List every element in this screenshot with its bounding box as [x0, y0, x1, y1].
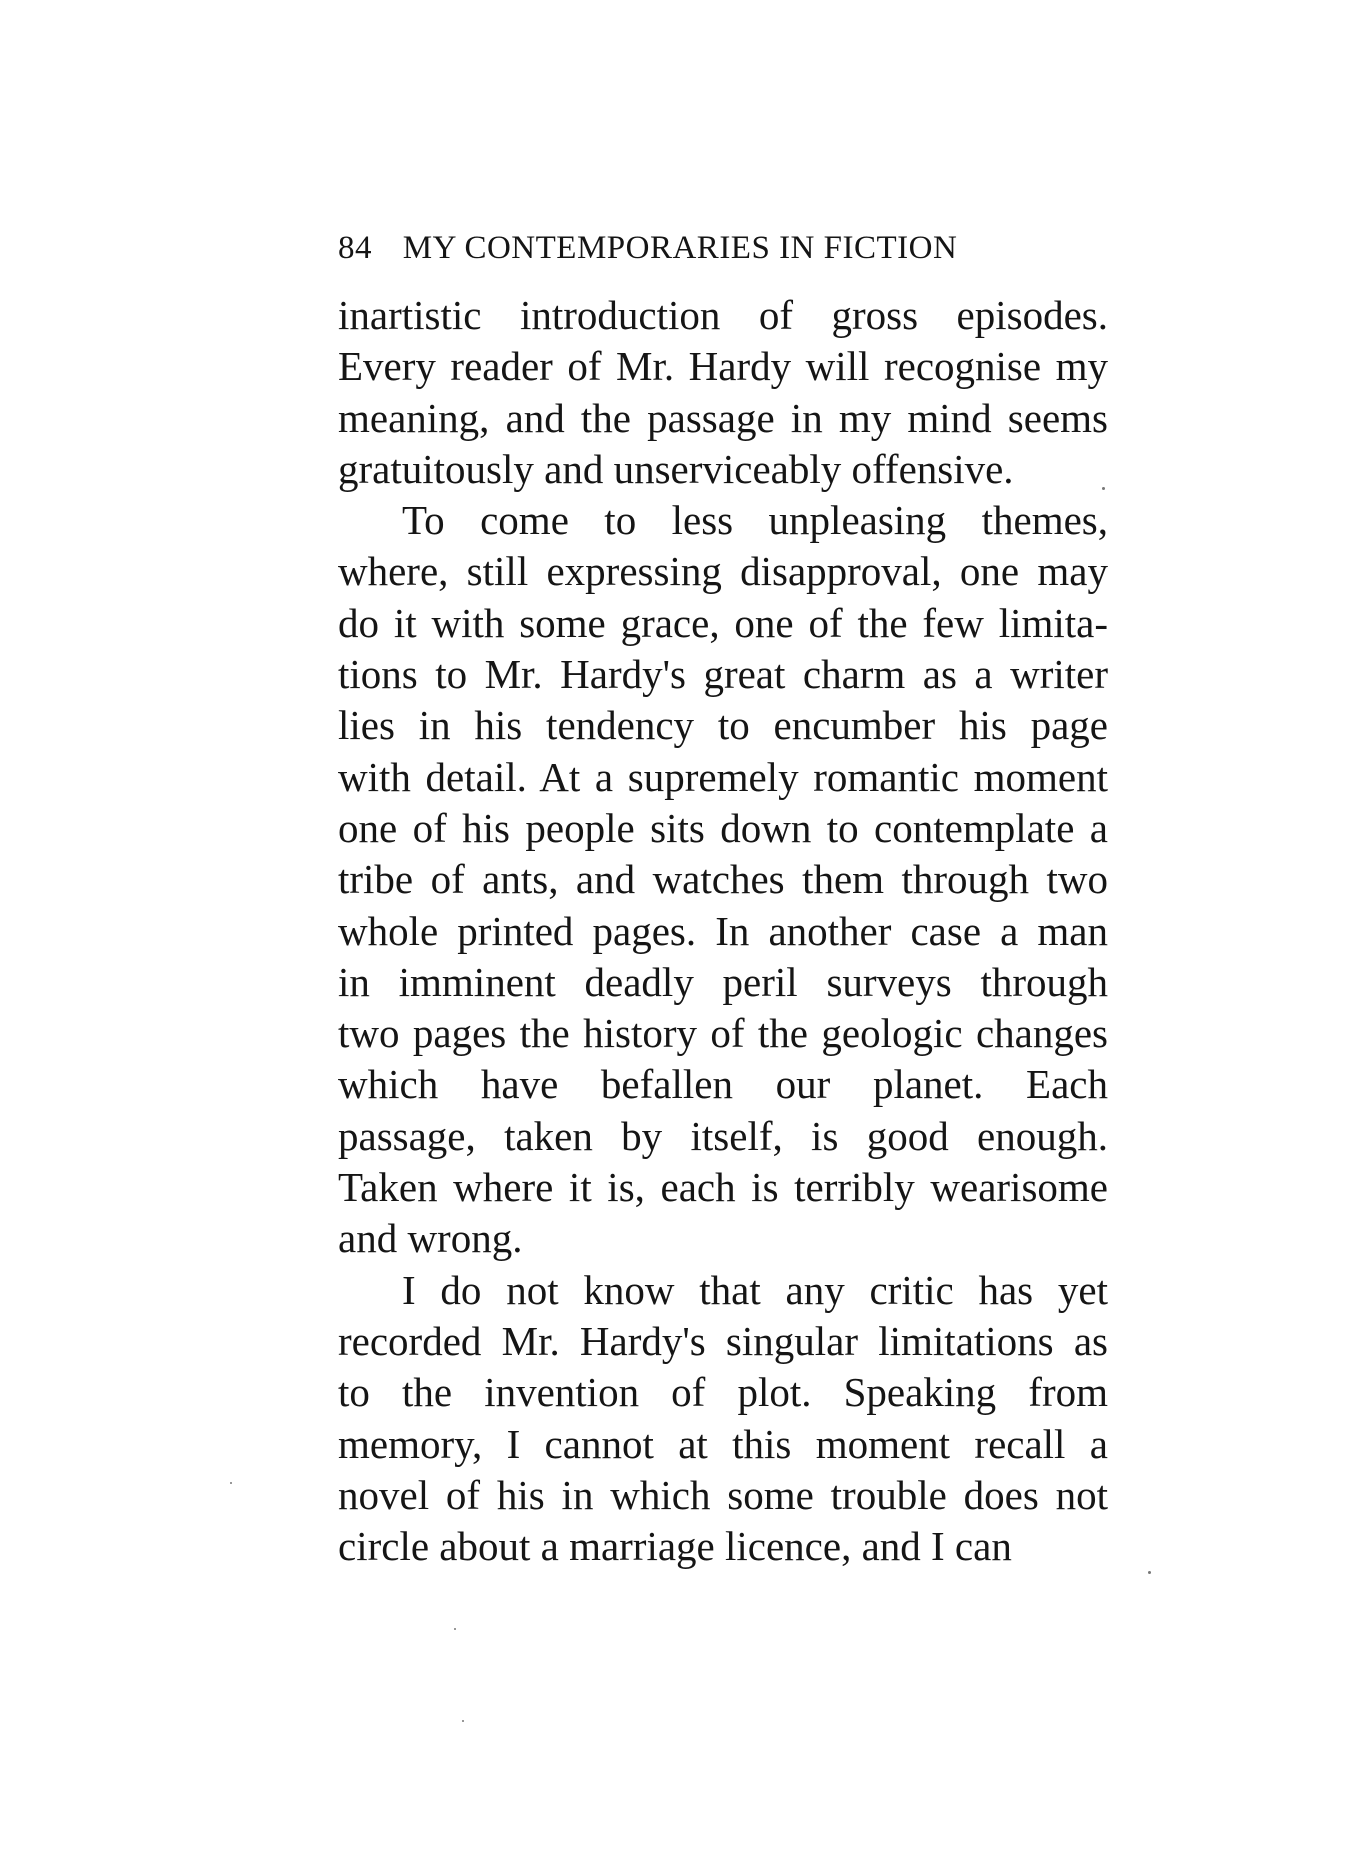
text-line: with detail. At a supremely romantic moment [338, 753, 1108, 800]
text-line: Every reader of Mr. Hardy will recognise my [338, 343, 1108, 390]
text-line: tribe of ants, and watches them through two [338, 856, 1108, 903]
text-line: tions to Mr. Hardy's great charm as a writer [338, 651, 1108, 698]
body-text [338, 290, 1108, 1572]
text-line: and wrong. [338, 1215, 523, 1262]
scan-speck [1102, 487, 1105, 490]
paragraph-start-line: To come to less unpleasing themes, [402, 497, 1108, 544]
scan-speck [230, 1482, 232, 1484]
paragraph-start-line: I do not know that any critic has yet [402, 1266, 1108, 1313]
text-line: circle about a marriage licence, and I can [338, 1523, 1012, 1570]
page-number: 84 [338, 230, 372, 266]
scan-speck [454, 1628, 456, 1630]
text-line: meaning, and the passage in my mind seems [338, 394, 1108, 441]
text-line: two pages the history of the geologic changes [338, 1010, 1108, 1057]
text-line: Taken where it is, each is terribly wearisome [338, 1164, 1108, 1211]
text-line: in imminent deadly peril surveys through [338, 958, 1108, 1005]
text-line: do it with some grace, one of the few limita- [338, 599, 1108, 646]
text-line: inartistic introduction of gross episodes. [338, 292, 1108, 338]
text-line: novel of his in which some trouble does not [338, 1471, 1108, 1518]
text-line: gratuitously and unserviceably offensive. [338, 445, 1014, 492]
text-line: recorded Mr. Hardy's singular limitations as [338, 1317, 1108, 1364]
text-line: to the invention of plot. Speaking from [338, 1369, 1108, 1416]
text-line: lies in his tendency to encumber his page [338, 702, 1108, 749]
running-title: MY CONTEMPORARIES IN FICTION [402, 230, 958, 266]
text-line: whole printed pages. In another case a man [338, 907, 1108, 954]
running-head [338, 226, 1118, 270]
text-line: one of his people sits down to contemplate a [338, 804, 1108, 851]
text-line: which have befallen our planet. Each [338, 1061, 1108, 1108]
scan-speck [1148, 1571, 1151, 1574]
text-line: where, still expressing disapproval, one may [338, 548, 1108, 595]
text-line: memory, I cannot at this moment recall a [338, 1420, 1108, 1467]
text-line: passage, taken by itself, is good enough. [338, 1112, 1108, 1159]
scan-speck [462, 1720, 464, 1722]
